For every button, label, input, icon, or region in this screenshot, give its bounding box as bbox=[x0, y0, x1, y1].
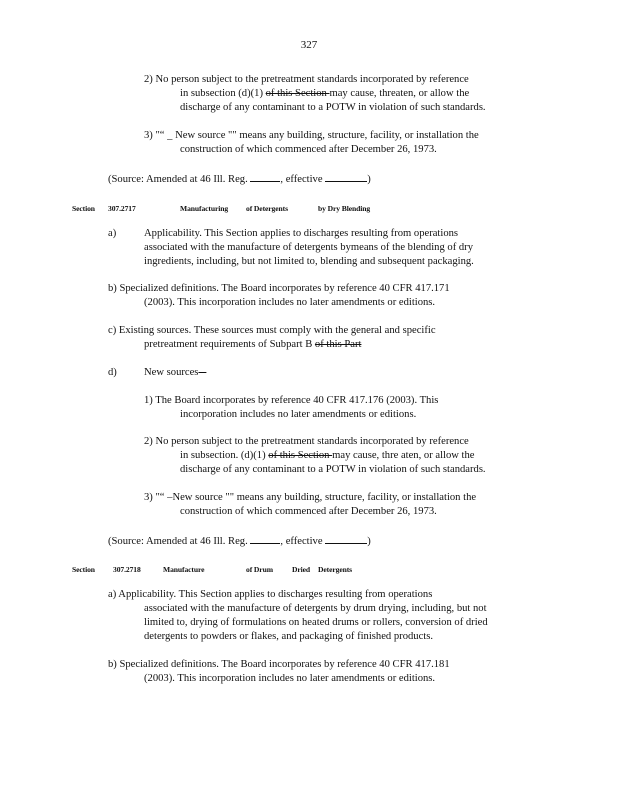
section-title-part: of Detergents bbox=[246, 204, 288, 213]
s2718-subsection-b-line-2: (2003). This incorporation includes no later amendments or editions. bbox=[144, 673, 436, 684]
prev-paragraph-2-line-2 bbox=[180, 87, 469, 101]
s2718-subsection-a-line-2: associated with the manufacture of detergents by drum drying, including, but not bbox=[144, 603, 487, 614]
struck-text: of this Section bbox=[268, 450, 333, 461]
section-title-part: Manufacture bbox=[163, 565, 205, 574]
section-number: 307.2717 bbox=[108, 204, 136, 213]
prev-paragraph-3-line-2: construction of which commenced after December 26, 1973. bbox=[180, 144, 437, 155]
page-number: 327 bbox=[300, 39, 318, 51]
subsection-b-line-1: b) Specialized definitions. The Board incorporates by reference 40 CFR 417.171 bbox=[108, 283, 450, 294]
subsection-a-line-3: ingredients, including, but not limited to, blending and subsequent packaging. bbox=[144, 256, 474, 267]
section-title-part: of Drum bbox=[246, 565, 273, 574]
subsection-d-title bbox=[144, 366, 206, 380]
text-run: pretreatment requirements of Subpart B bbox=[144, 339, 315, 350]
source-close: ) bbox=[367, 174, 371, 185]
subsection-d2-line-1: 2) No person subject to the pretreatment standards incorporated by reference bbox=[144, 436, 469, 447]
subsection-a-line-1: Applicability. This Section applies to discharges resulting from operations bbox=[144, 228, 459, 239]
section-title-part: Detergents bbox=[318, 565, 352, 574]
source-note-2 bbox=[108, 533, 371, 549]
struck-text: of this Part bbox=[314, 339, 362, 350]
blank-line bbox=[325, 533, 367, 544]
source-close: ) bbox=[367, 536, 371, 547]
subsection-d2-line-2 bbox=[180, 449, 475, 463]
s2718-subsection-a-line-1: a) Applicability. This Section applies to discharges resulting from operations bbox=[108, 589, 433, 600]
text-run: may cause, thre aten, or allow the bbox=[332, 450, 475, 461]
blank-line bbox=[325, 171, 367, 182]
blank-line bbox=[250, 533, 280, 544]
subsection-d1-line-1: 1) The Board incorporates by reference 40 CFR 417.176 (2003). This bbox=[144, 395, 439, 406]
source-effective: , effective bbox=[280, 536, 323, 547]
s2718-subsection-a-line-4: detergents to powders or flakes, and packaging of finished products. bbox=[144, 631, 433, 642]
subsection-a-label: a) bbox=[108, 228, 117, 239]
subsection-d2-line-3: discharge of any contaminant to a POTW in violation of such standards. bbox=[180, 464, 486, 475]
section-number: 307.2718 bbox=[113, 565, 141, 574]
struck-mark bbox=[198, 367, 206, 378]
subsection-c-line-2 bbox=[144, 338, 361, 352]
section-title-part: Manufacturing bbox=[180, 204, 229, 213]
source-note-1 bbox=[108, 171, 371, 187]
text-run: in subsection (d)(1) bbox=[180, 88, 266, 99]
blank-line bbox=[250, 171, 280, 182]
subsection-d-label: d) bbox=[108, 367, 117, 378]
prev-paragraph-2-line-3: discharge of any contaminant to a POTW in violation of such standards. bbox=[180, 102, 486, 113]
source-effective: , effective bbox=[280, 174, 323, 185]
subsection-c-line-1: c) Existing sources. These sources must comply with the general and specific bbox=[108, 325, 436, 336]
prev-paragraph-3-line-1: 3) "“ _ New source "" means any building, structure, facility, or installation the bbox=[144, 130, 479, 141]
section-title-part: Dried bbox=[292, 565, 311, 574]
prev-paragraph-2-line-1: 2) No person subject to the pretreatment standards incorporated by reference bbox=[144, 74, 469, 85]
s2718-subsection-b-line-1: b) Specialized definitions. The Board incorporates by reference 40 CFR 417.181 bbox=[108, 659, 450, 670]
text-run: in subsection. (d)(1) bbox=[180, 450, 269, 461]
text-run: New sources bbox=[144, 367, 199, 378]
source-text: (Source: Amended at 46 Ill. Reg. bbox=[108, 536, 248, 547]
section-label: Section bbox=[72, 565, 95, 574]
subsection-d1-line-2: incorporation includes no later amendments or editions. bbox=[180, 409, 417, 420]
subsection-d3-line-1: 3) "“ –New source "" means any building, structure, facility, or installation the bbox=[144, 492, 477, 503]
section-label: Section bbox=[72, 204, 95, 213]
s2718-subsection-a-line-3: limited to, drying of formulations on heated drums or rollers, conversion of dried bbox=[144, 617, 488, 628]
text-run: may cause, threaten, or allow the bbox=[329, 88, 470, 99]
subsection-a-line-2: associated with the manufacture of detergents bymeans of the blending of dry bbox=[144, 242, 473, 253]
source-text: (Source: Amended at 46 Ill. Reg. bbox=[108, 174, 248, 185]
section-title-part: by Dry Blending bbox=[318, 204, 371, 213]
subsection-b-line-2: (2003). This incorporation includes no later amendments or editions. bbox=[144, 297, 436, 308]
struck-text: of this Section bbox=[265, 88, 330, 99]
subsection-d3-line-2: construction of which commenced after December 26, 1973. bbox=[180, 506, 437, 517]
